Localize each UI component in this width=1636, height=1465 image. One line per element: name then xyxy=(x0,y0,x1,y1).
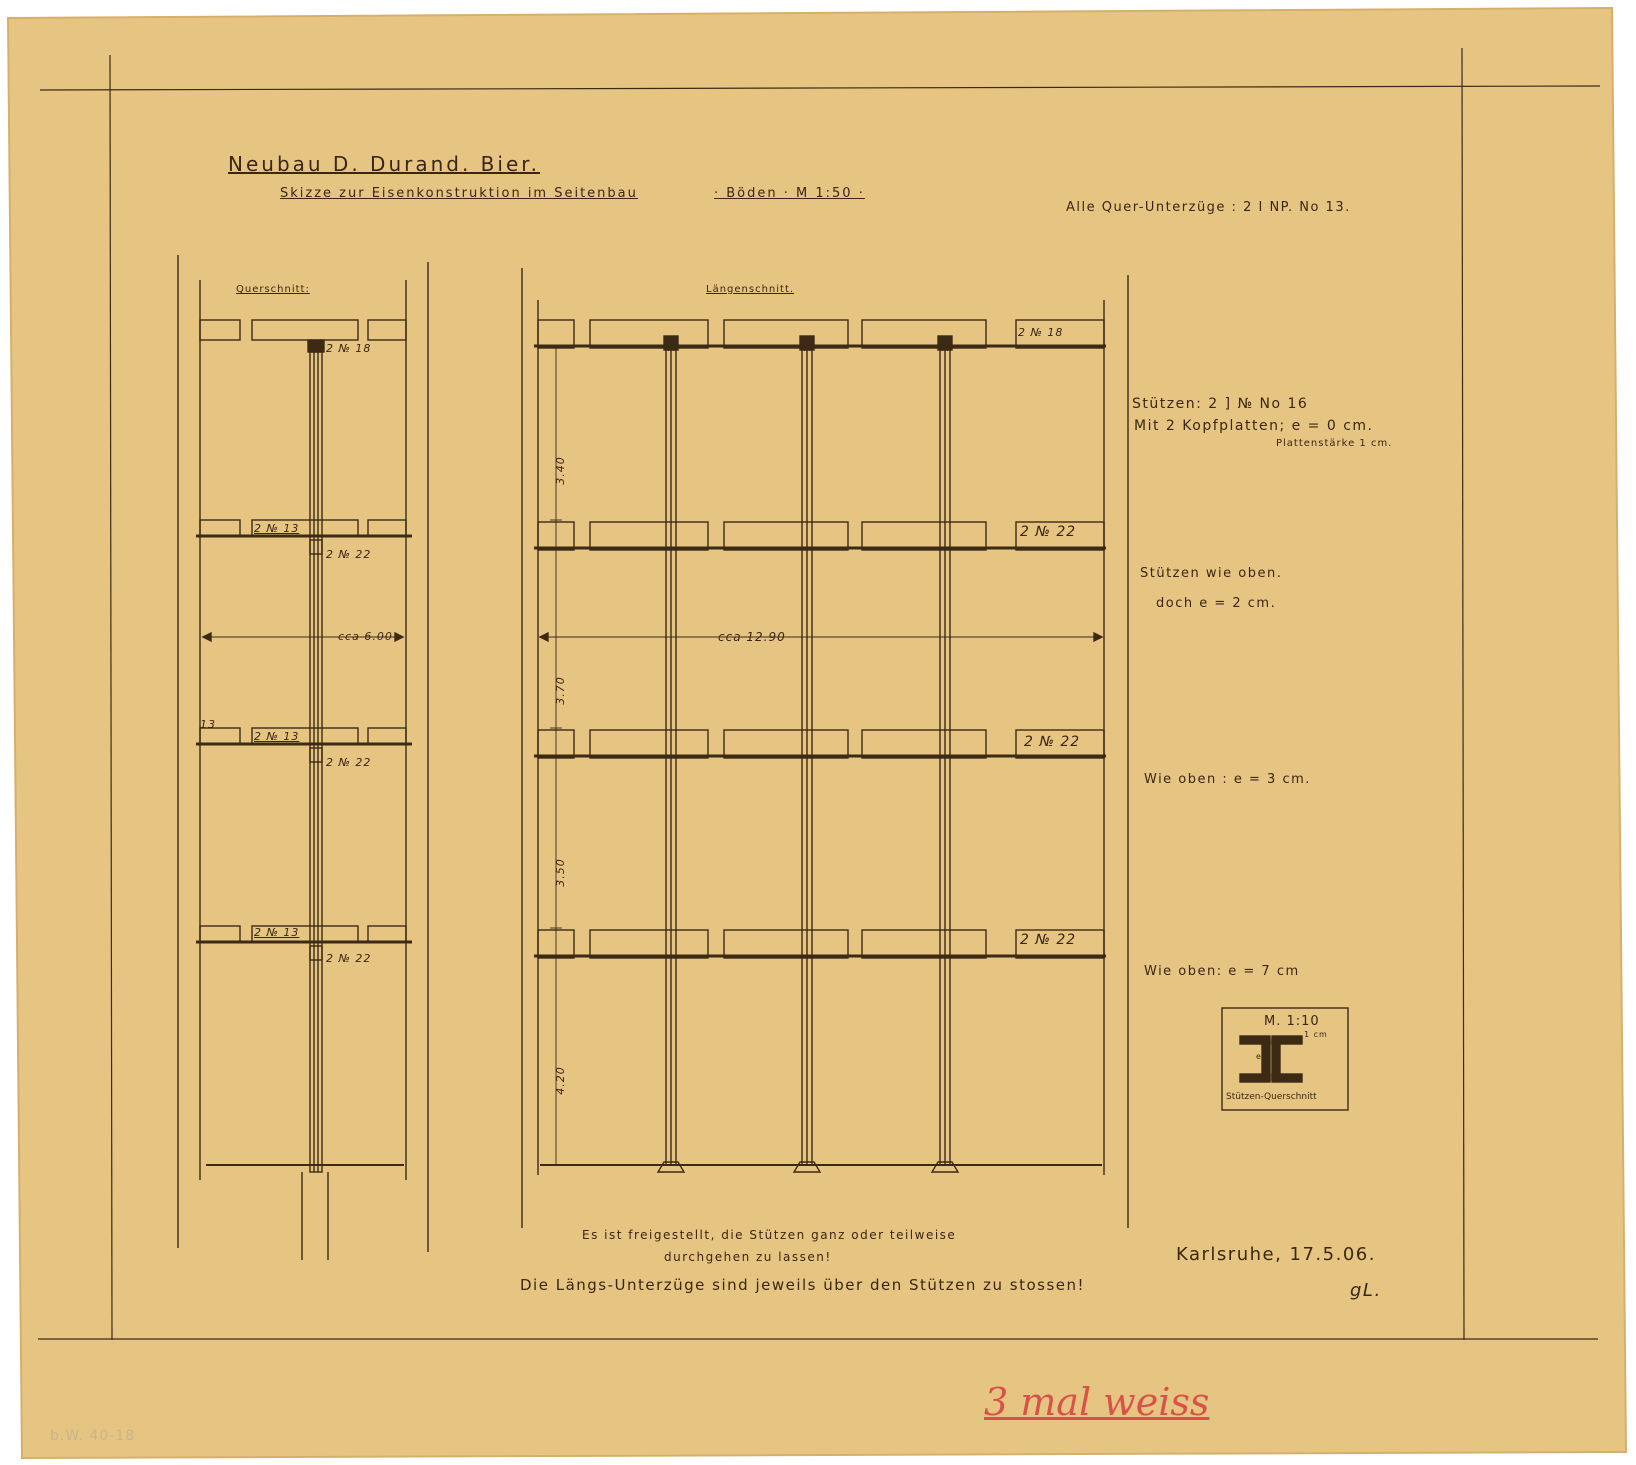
bottom-note-2: durchgehen zu lassen! xyxy=(664,1250,832,1264)
label-np18-long: 2 № 18 xyxy=(1018,326,1064,339)
label-np22-long-b: 2 № 22 xyxy=(1024,734,1081,750)
dim-370: 3.70 xyxy=(553,676,567,705)
label-cross-section: Querschnitt: xyxy=(236,284,310,295)
label-np13-a: 2 № 13 xyxy=(254,522,300,535)
dim-420: 4.20 xyxy=(553,1066,567,1095)
label-np22-c: 2 № 22 xyxy=(326,952,372,965)
label-np18: 2 № 18 xyxy=(326,342,372,355)
label-long-section: Längenschnitt. xyxy=(706,284,795,295)
label-np13-b: 2 № 13 xyxy=(254,730,300,743)
note-stuetzen-2: Mit 2 Kopfplatten; e = 0 cm. xyxy=(1134,418,1374,434)
detail-thickness: 1 cm xyxy=(1304,1030,1328,1039)
label-np22-long-a: 2 № 22 xyxy=(1020,524,1077,540)
place-date: Karlsruhe, 17.5.06. xyxy=(1176,1244,1376,1265)
label-np22-long-c: 2 № 22 xyxy=(1020,932,1077,948)
bottom-note-3: Die Längs-Unterzüge sind jeweils über den Stützen zu stossen! xyxy=(520,1276,1086,1294)
initials: gL. xyxy=(1350,1280,1382,1301)
label-np22-a: 2 № 22 xyxy=(326,548,372,561)
bottom-note-1: Es ist freigestellt, die Stützen ganz oder teilweise xyxy=(582,1228,957,1242)
drawing-scale: · Böden · M 1:50 · xyxy=(714,186,865,201)
detail-e: e xyxy=(1256,1052,1262,1061)
note-wie-2: Wie oben : e = 3 cm. xyxy=(1144,772,1311,787)
label-13: 13 xyxy=(200,718,216,731)
note-wie-3: Wie oben: e = 7 cm xyxy=(1144,964,1300,979)
note-stuetzen-3: Plattenstärke 1 cm. xyxy=(1276,438,1393,449)
label-np13-c: 2 № 13 xyxy=(254,926,300,939)
note-wie-1b: doch e = 2 cm. xyxy=(1156,596,1277,611)
note-top: Alle Quer-Unterzüge : 2 I NP. No 13. xyxy=(1066,200,1351,215)
archive-stamp: b.W. 40-18 xyxy=(50,1428,136,1444)
note-wie-1: Stützen wie oben. xyxy=(1140,566,1283,581)
note-stuetzen-1: Stützen: 2 ] № No 16 xyxy=(1132,396,1309,412)
dim-350: 3.50 xyxy=(553,858,567,887)
dim-1290: cca 12.90 xyxy=(718,630,786,644)
detail-scale: M. 1:10 xyxy=(1264,1014,1320,1029)
dim-340: 3.40 xyxy=(553,456,567,485)
dim-600: cca 6.00 xyxy=(338,630,393,643)
drawing-subtitle: Skizze zur Eisenkonstruktion im Seitenbau xyxy=(280,186,638,201)
label-np22-b: 2 № 22 xyxy=(326,756,372,769)
detail-caption: Stützen-Querschnitt xyxy=(1226,1092,1317,1102)
red-pencil-note: 3 mal weiss xyxy=(984,1380,1210,1424)
drawing-title: Neubau D. Durand. Bier. xyxy=(228,152,541,176)
